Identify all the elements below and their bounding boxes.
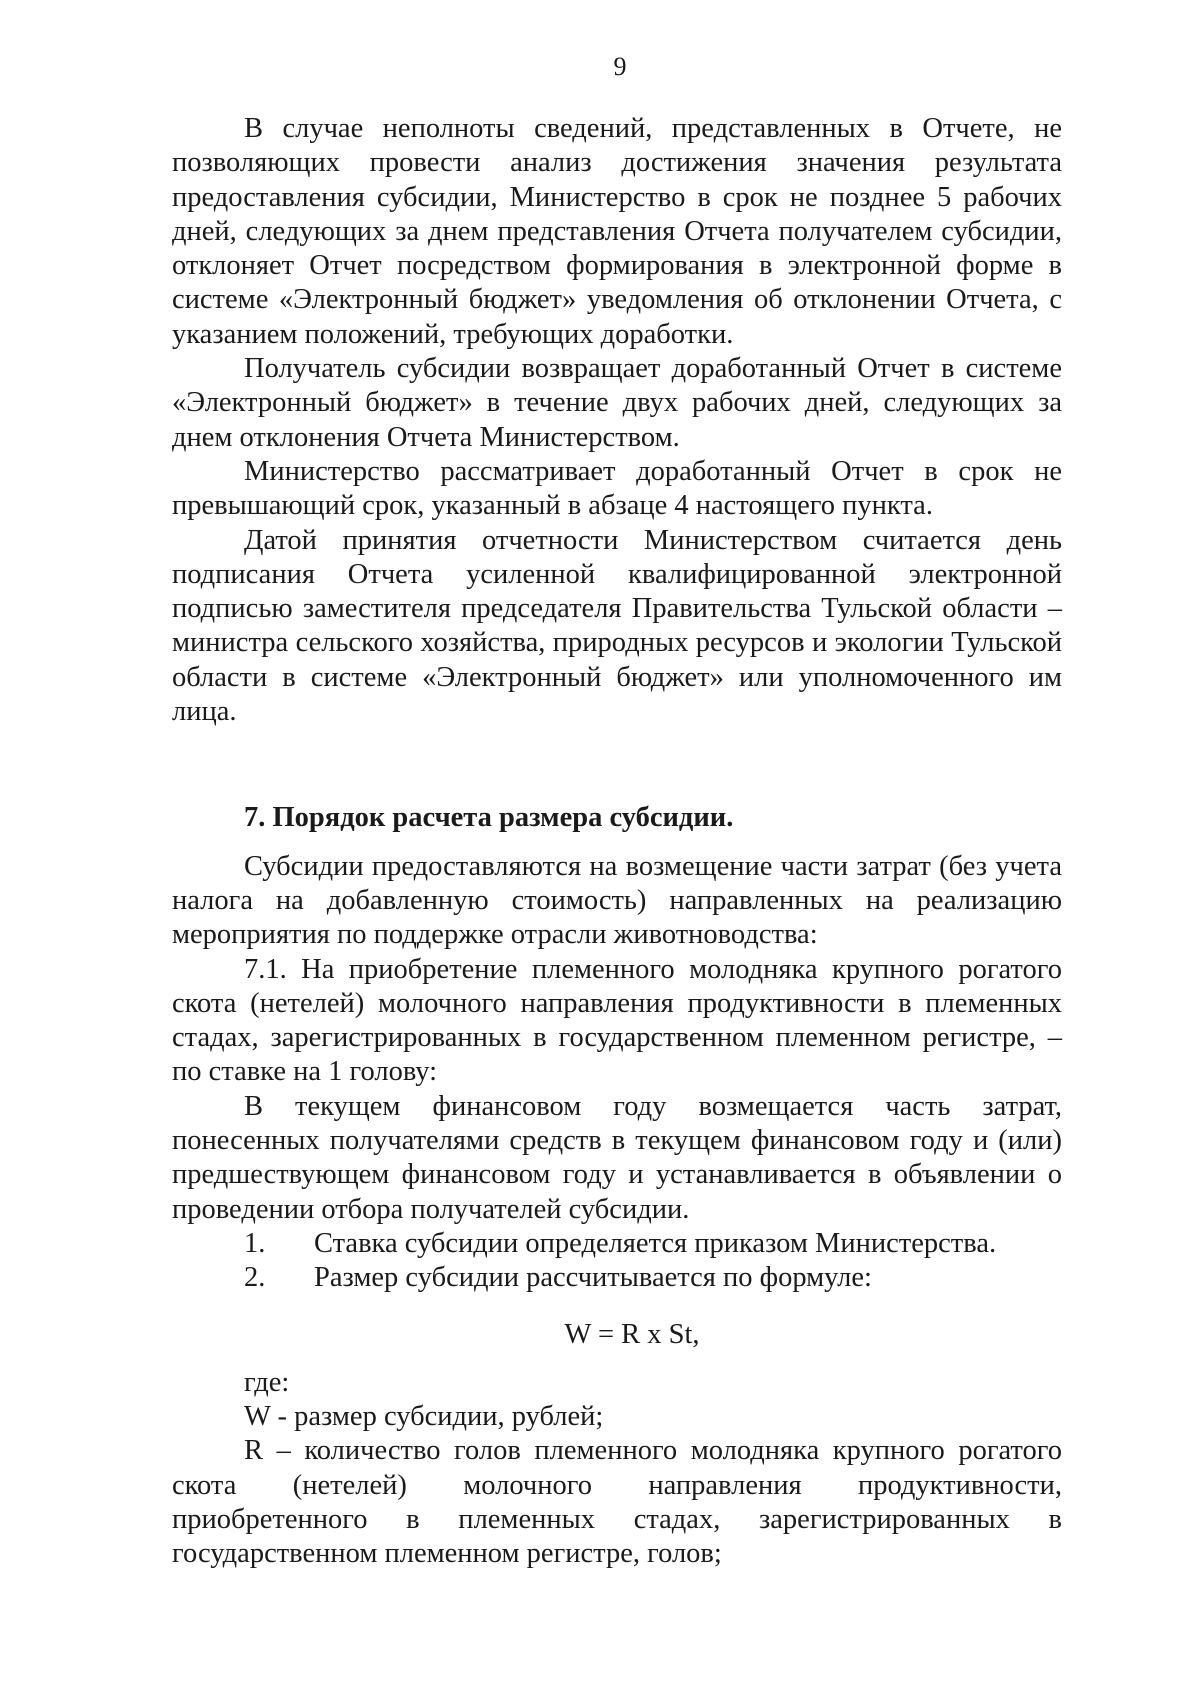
paragraph-item-7-1: 7.1. На приобретение племенного молодняка крупного рогатого скота (нетелей) молочного направления продуктивности в племенных стадах, зарегистрированных в государственном племенном регистре, – по ставке на 1 голову: [172, 953, 1062, 1088]
paragraph-subsidy-intro: Субсидии предоставляются на возмещение части затрат (без учета налога на добавленную стоимость) направленных на реализацию мероприятия по поддержке отрасли животноводства: [172, 850, 1062, 951]
paragraph-compensation: В текущем финансовом году возмещается часть затрат, понесенных получателями средств в текущем финансовом году и (или) предшествующем финансовом году и устанавливается в объявлении о проведении отбора получателей субсидии. [172, 1090, 1062, 1225]
paragraph-incomplete-report: В случае неполноты сведений, представленных в Отчете, не позволяющих провести анализ достижения значения результата предоставления субсидии, Министерство в срок не позднее 5 рабочих дней, следующих за днем представления Отчета получателем субсидии, отклоняет Отчет посредством формирования в электронной форме в системе «Электронный бюджет» уведомления об отклонении Отчета, с указанием положений, требующих доработки. [172, 113, 1062, 350]
list-item-number: 2. [244, 1262, 266, 1294]
section-heading: 7. Порядок расчета размера субсидии. [244, 802, 734, 834]
list-item-text: Размер субсидии рассчитывается по формуле: [314, 1262, 872, 1294]
list-item [172, 1261, 1062, 1295]
paragraph-return-report: Получатель субсидии возвращает доработанный Отчет в системе «Электронный бюджет» в течение двух рабочих дней, следующих за днем отклонения Отчета Министерством. [172, 353, 1062, 453]
paragraph-acceptance-date: Датой принятия отчетности Министерством считается день подписания Отчета усиленной квалифицированной электронной подписью заместителя председателя Правительства Тульской области – министра сельского хозяйства, природных ресурсов и экологии Тульской области в системе «Электронный бюджет» или уполномоченного им лица. [172, 524, 1062, 728]
list-item [172, 1227, 1062, 1261]
formula: W = R x St, [564, 1318, 700, 1350]
list-item-text: Ставка субсидии определяется приказом Министерства. [314, 1227, 997, 1259]
definition-w: W - размер субсидии, рублей; [244, 1401, 604, 1433]
document-body [172, 112, 1062, 1572]
where-label: где: [244, 1366, 290, 1398]
page-number: 9 [613, 52, 627, 81]
definition-r: R – количество голов племенного молодняка крупного рогатого скота (нетелей) молочного направления продуктивности, приобретенного в племенных стадах, зарегистрированных в государственном племенном регистре, голов; [172, 1435, 1062, 1570]
paragraph-review-report: Министерство рассматривает доработанный Отчет в срок не превышающий срок, указанный в абзаце 4 настоящего пункта. [172, 455, 1062, 522]
list-item-number: 1. [244, 1227, 266, 1259]
